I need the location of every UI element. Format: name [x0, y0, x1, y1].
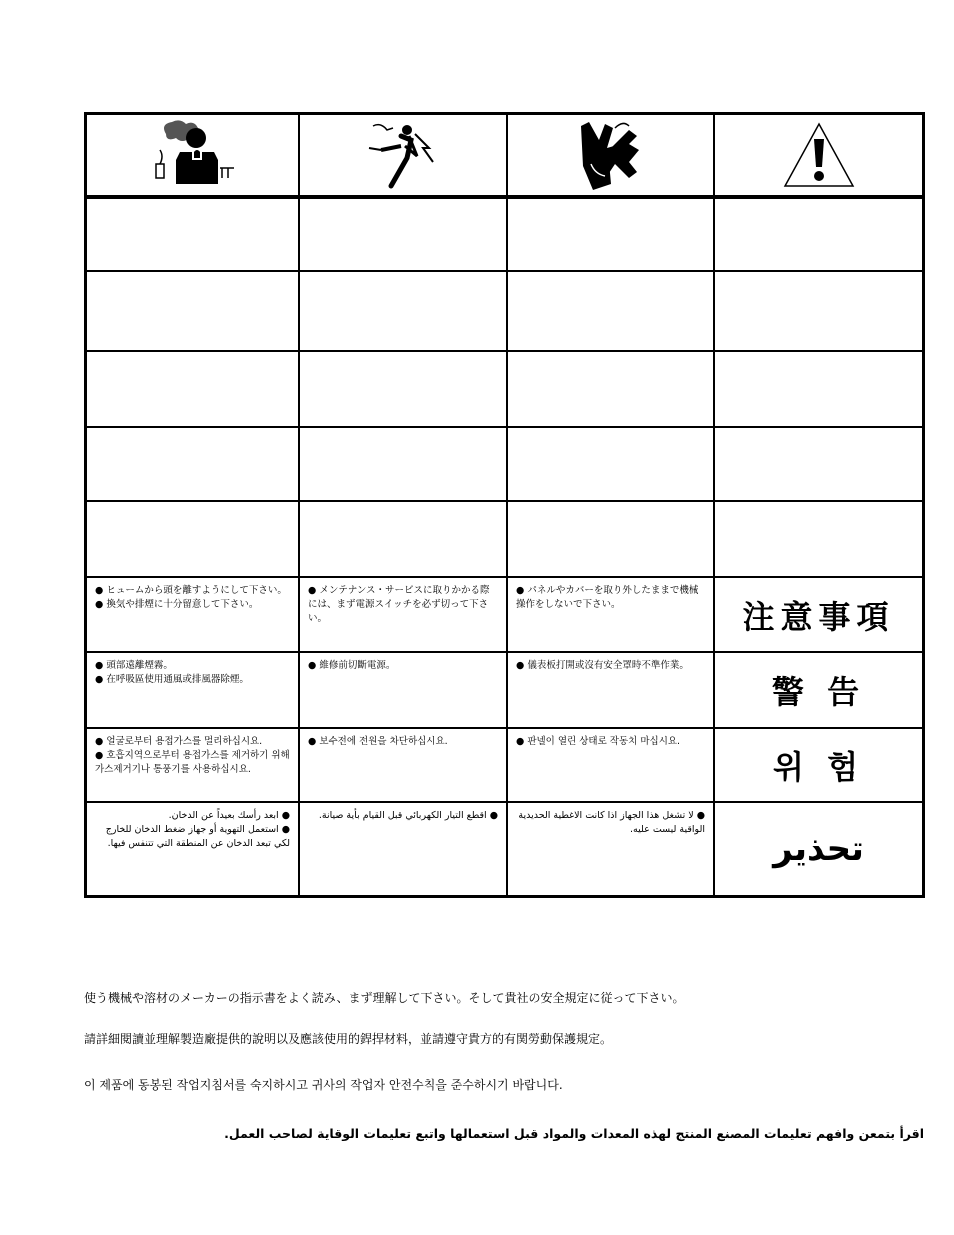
fumes-icon-cell: [87, 115, 298, 195]
ja-shock-cell: [300, 578, 506, 651]
ar-fumes-cell: [87, 803, 298, 895]
ja-parts-cell: [508, 578, 713, 651]
list-item: ● لا تشغل هذا الجهاز اذا كانت الاغطية الحديدية الواقية ليست عليه.: [518, 810, 705, 835]
list-item: ● استعمل التهوية أو جهاز ضغط الدخان للخارج لكي تبعد الدخان عن المنطقة التي تتنفس فيها.: [105, 824, 290, 849]
ko-parts-cell: [508, 729, 713, 801]
ar-title: تحذير: [773, 829, 864, 869]
list-item: ● パネルやカバーを取り外したままで機械操作をしないで下さい。: [516, 585, 699, 610]
row-divider: [87, 350, 922, 352]
bottom-note-korean: 이 제품에 동봉된 작업지침서를 숙지하시고 귀사의 작업자 안전수칙을 준수하시기 바랍니다.: [84, 1078, 563, 1092]
row-divider: [87, 195, 922, 199]
bottom-note-japanese: 使う機械や溶材のメーカーの指示書をよく読み、まず理解して下さい。そして貴社の安全規定に従って下さい。: [84, 991, 685, 1005]
row-divider: [87, 426, 922, 428]
safety-table: [84, 112, 925, 898]
list-item: ● 얼굴로부터 용접가스를 멀리하십시요.: [95, 736, 263, 747]
list-item: ● 판넬이 열린 상태로 작동치 마십시요.: [516, 736, 681, 747]
row-divider: [87, 500, 922, 502]
ar-shock-cell: [300, 803, 506, 895]
fumes-icon: [148, 120, 238, 190]
moving-parts-icon: [571, 118, 651, 192]
warning-icon: [782, 121, 856, 189]
list-item: ● ヒュームから頭を離すようにして下さい。: [95, 585, 287, 596]
ko-title: 위 험: [773, 748, 864, 786]
ko-fumes-cell: [87, 729, 298, 801]
ja-fumes-cell: [87, 578, 298, 651]
parts-icon-cell: [508, 115, 713, 195]
ar-parts-cell: [508, 803, 713, 895]
list-item: ● メンテナンス・サービスに取りかかる際には、まず電源スイッチを必ず切って下さい。: [308, 585, 490, 624]
list-item: ● 호흡지역으로부터 용접가스를 제거하기 위해 가스제거기나 통풍기를 사용하십시요.: [95, 750, 290, 775]
list-item: ● اقطع التيار الكهربائي قبل القيام بأية صيانة.: [318, 810, 498, 821]
list-item: ● 儀表板打開或沒有安全罩時不準作業。: [516, 660, 689, 671]
ko-shock-cell: [300, 729, 506, 801]
zh-title: 警 告: [771, 673, 866, 711]
list-item: ● 頭部遠離煙霧。: [95, 660, 173, 671]
bottom-note-arabic: اقرأ بتمعن وافهم تعليمات المصنع المنتج لهذه المعدات والمواد قبل استعمالها واتبع تعليمات الوقاية لصاحب العمل.: [224, 1126, 924, 1141]
shock-icon-cell: [300, 115, 506, 195]
list-item: ● 維修前切斷電源。: [308, 660, 396, 671]
electric-shock-icon: [363, 120, 443, 190]
row-divider: [87, 270, 922, 272]
zh-fumes-cell: [87, 653, 298, 727]
list-item: ● ابعد رأسك بعيداً عن الدخان.: [168, 810, 290, 821]
ja-title: 注意事項: [742, 597, 895, 636]
warning-icon-cell: [715, 115, 922, 195]
list-item: ● 보수전에 전원을 차단하십시요.: [308, 736, 448, 747]
list-item: ● 在呼吸區使用通風或排風器除煙。: [95, 674, 249, 685]
list-item: ● 換気や排煙に十分留意して下さい。: [95, 599, 259, 610]
zh-parts-cell: [508, 653, 713, 727]
bottom-note-chinese: 請詳細閱讀並理解製造廠提供的說明以及應該使用的銲捍材料，並請遵守貴方的有関勞動保護規定。: [84, 1032, 613, 1046]
zh-shock-cell: [300, 653, 506, 727]
